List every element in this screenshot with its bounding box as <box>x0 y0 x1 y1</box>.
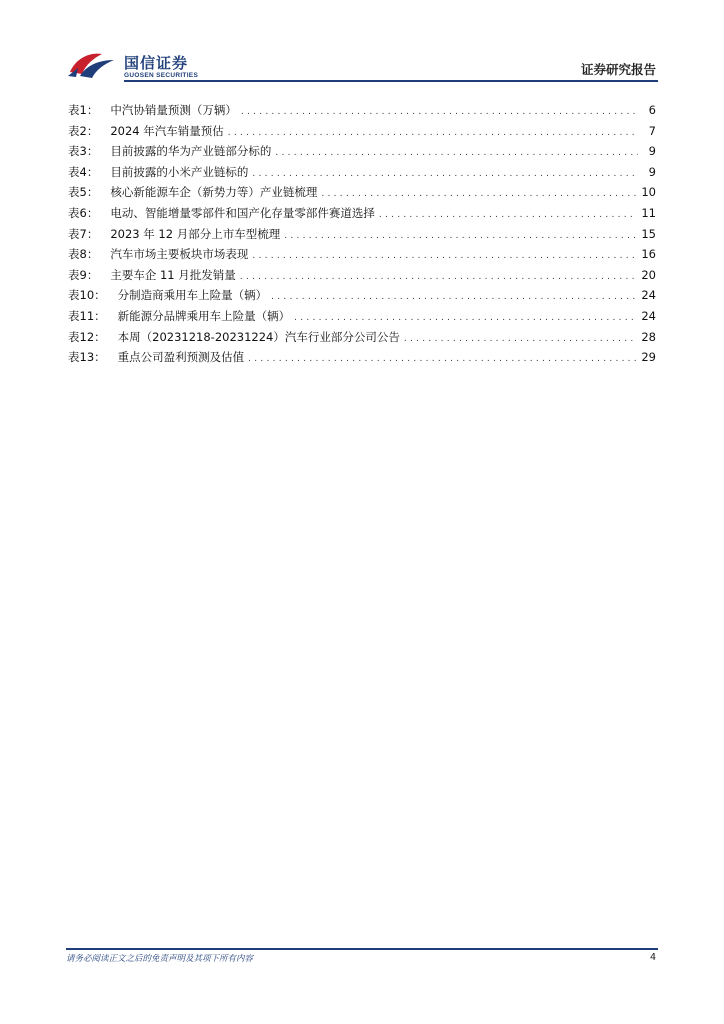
toc-entry-page: 16 <box>641 247 656 262</box>
logo-english-name: GUOSEN SECURITIES <box>124 72 199 79</box>
toc-entry[interactable] <box>68 123 656 144</box>
toc-entry-title: 新能源分品牌乘用车上险量（辆） <box>117 308 291 323</box>
toc-entry-title: 2024 年汽车销量预估 <box>110 123 224 138</box>
toc-entry-title: 目前披露的华为产业链部分标的 <box>110 144 272 159</box>
logo-chinese-name: 国信证券 <box>124 54 189 72</box>
toc-entry[interactable] <box>68 184 656 205</box>
toc-entry-title: 2023 年 12 月部分上市车型梳理 <box>110 226 281 241</box>
disclaimer-note: 请务必阅读正文之后的免责声明及其项下所有内容 <box>66 954 254 964</box>
toc-entry[interactable] <box>68 349 656 370</box>
toc-entry-number: 表10： <box>68 288 106 303</box>
toc-entry-title: 核心新能源车企（新势力等）产业链梳理 <box>110 185 318 200</box>
toc-entry[interactable] <box>68 143 656 164</box>
toc-dot-leader <box>284 231 637 241</box>
toc-entry-title: 分制造商乘用车上险量（辆） <box>117 288 268 303</box>
toc-entry-page: 9 <box>648 164 656 179</box>
toc-entry[interactable] <box>68 329 656 350</box>
toc-dot-leader <box>228 128 638 138</box>
toc-entry[interactable] <box>68 287 656 308</box>
toc-entry-number: 表9： <box>68 267 99 282</box>
toc-dot-leader <box>252 169 638 179</box>
toc-dot-leader <box>294 313 637 323</box>
toc-dot-leader <box>404 334 638 344</box>
toc-entry-number: 表5： <box>68 185 99 200</box>
toc-dot-leader <box>379 210 638 220</box>
table-of-tables <box>68 102 656 370</box>
toc-entry-title: 目前披露的小米产业链标的 <box>110 164 249 179</box>
toc-dot-leader <box>275 148 638 158</box>
toc-entry-number: 表12： <box>68 329 106 344</box>
footer-divider <box>66 948 658 950</box>
toc-entry-page: 28 <box>641 329 656 344</box>
toc-entry-page: 6 <box>648 103 656 117</box>
toc-entry[interactable] <box>68 267 656 288</box>
toc-entry[interactable] <box>68 102 656 123</box>
toc-entry-number: 表3： <box>68 144 99 159</box>
toc-entry-number: 表11： <box>68 308 106 323</box>
toc-entry[interactable] <box>68 308 656 329</box>
toc-entry-number: 表13： <box>68 350 106 365</box>
page-number: 4 <box>649 952 656 963</box>
guosen-logo-icon <box>66 50 120 80</box>
toc-entry[interactable] <box>68 226 656 247</box>
toc-entry-title: 主要车企 11 月批发销量 <box>110 267 236 282</box>
toc-entry-page: 10 <box>641 185 656 200</box>
toc-entry-page: 11 <box>641 205 656 220</box>
toc-entry-page: 24 <box>641 308 656 323</box>
toc-entry-title: 重点公司盈利预测及估值 <box>117 350 245 365</box>
toc-dot-leader <box>271 292 637 302</box>
toc-entry-title: 本周（20231218-20231224）汽车行业部分公司公告 <box>117 329 400 344</box>
report-type-label: 证券研究报告 <box>580 62 656 77</box>
toc-entry-number: 表6： <box>68 205 99 220</box>
toc-dot-leader <box>248 354 637 364</box>
toc-dot-leader <box>240 272 638 282</box>
toc-entry-number: 表2： <box>68 123 99 138</box>
toc-entry-page: 9 <box>648 144 656 159</box>
toc-dot-leader <box>321 189 637 199</box>
toc-entry-number: 表7： <box>68 226 99 241</box>
header-divider <box>124 80 658 82</box>
toc-entry[interactable] <box>68 205 656 226</box>
toc-entry-page: 20 <box>641 267 656 282</box>
page-header <box>66 48 658 82</box>
toc-entry-number: 表1： <box>68 103 99 117</box>
toc-entry[interactable] <box>68 164 656 185</box>
toc-entry-title: 电动、智能增量零部件和国产化存量零部件赛道选择 <box>110 205 375 220</box>
toc-entry[interactable] <box>68 246 656 267</box>
toc-entry-number: 表4： <box>68 164 99 179</box>
toc-entry-number: 表8： <box>68 247 99 262</box>
company-logo <box>66 50 206 82</box>
toc-entry-page: 7 <box>648 123 656 138</box>
toc-entry-page: 15 <box>641 226 656 241</box>
toc-dot-leader <box>252 251 637 261</box>
toc-entry-title: 汽车市场主要板块市场表现 <box>110 247 249 262</box>
toc-entry-title: 中汽协销量预测（万辆） <box>110 103 237 117</box>
toc-entry-page: 29 <box>641 350 656 365</box>
toc-dot-leader <box>241 107 638 117</box>
toc-entry-page: 24 <box>641 288 656 303</box>
